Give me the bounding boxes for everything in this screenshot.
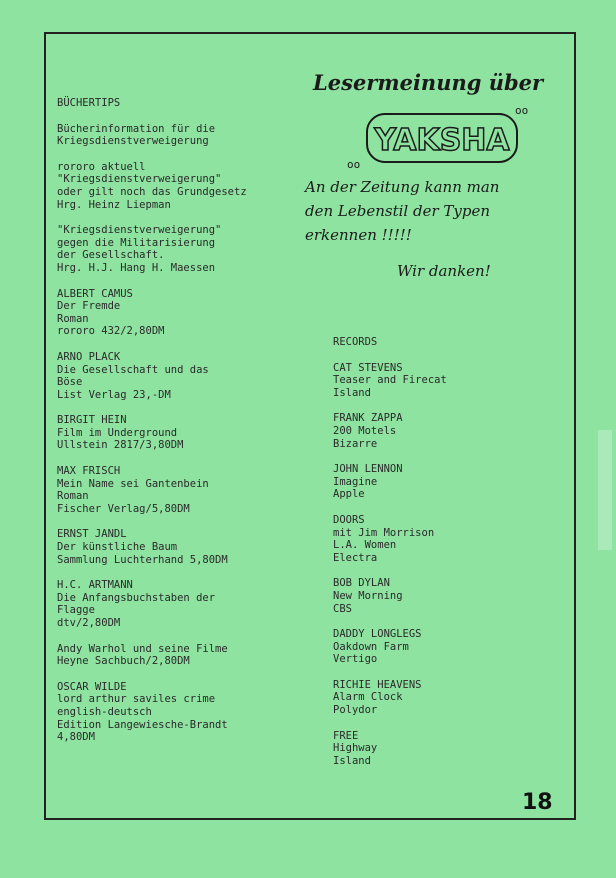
comment-line-3: erkennen !!!!! (305, 226, 412, 244)
svg-text:oo: oo (515, 106, 529, 117)
records-list (333, 362, 533, 768)
book-entry-line: rororo aktuell (57, 160, 146, 173)
paper-edge (598, 430, 612, 550)
record-entry-line: DOORS (333, 513, 365, 526)
book-entry-line: ARNO PLACK (57, 350, 121, 363)
book-entry (57, 528, 317, 566)
book-entry-line: Hrg. H.J. Hang H. Maessen (57, 261, 216, 274)
book-entry-line: Ullstein 2817/3,80DM (57, 439, 184, 452)
books-list (57, 123, 317, 744)
book-entry-line: Der Fremde (57, 300, 121, 313)
book-entry-line: Roman (57, 312, 89, 325)
book-entry-line: Roman (57, 490, 89, 503)
record-entry (333, 362, 533, 400)
book-entry-line: Heyne Sachbuch/2,80DM (57, 655, 190, 668)
book-entry-line: "Kriegsdienstverweigerung" (57, 224, 222, 237)
record-entry (333, 628, 533, 666)
record-entry-line: Island (333, 754, 371, 767)
record-entry-line: FREE (333, 729, 359, 742)
record-entry-line: Electra (333, 551, 378, 564)
book-entry-line: ERNST JANDL (57, 528, 127, 541)
books-column (57, 97, 317, 757)
book-entry-line: rororo 432/2,80DM (57, 325, 165, 338)
book-entry-line: Die Gesellschaft und das (57, 363, 209, 376)
book-entry-line: english-deutsch (57, 705, 152, 718)
record-entry-line: Bizarre (333, 437, 378, 450)
record-entry-line: RICHIE HEAVENS (333, 678, 422, 691)
book-entry (57, 123, 317, 148)
book-entry-line: List Verlag 23,-DM (57, 388, 171, 401)
page-number: 18 (522, 790, 553, 815)
yaksha-logo (345, 106, 535, 172)
record-entry-line: New Morning (333, 589, 403, 602)
record-entry-line: mit Jim Morrison (333, 526, 435, 539)
record-entry-line: Teaser and Firecat (333, 374, 447, 387)
records-column (333, 336, 533, 780)
book-entry-line: Flagge (57, 604, 95, 617)
book-entry-line: Edition Langewiesche-Brandt (57, 718, 228, 731)
book-entry-line: "Kriegsdienstverweigerung" (57, 173, 222, 186)
record-entry (333, 577, 533, 615)
books-heading: BÜCHERTIPS (57, 97, 121, 109)
record-entry-line: L.A. Women (333, 539, 397, 552)
yaksha-logo-text: YAKSHA (374, 123, 510, 158)
record-entry-line: FRANK ZAPPA (333, 412, 403, 425)
book-entry-line: Film im Underground (57, 426, 178, 439)
record-entry (333, 730, 533, 768)
book-entry-line: gegen die Militarisierung (57, 236, 216, 249)
record-entry (333, 679, 533, 717)
book-entry (57, 465, 317, 515)
book-entry-line: Fischer Verlag/5,80DM (57, 502, 190, 515)
book-entry-line: Sammlung Luchterhand 5,80DM (57, 553, 228, 566)
book-entry (57, 161, 317, 211)
comment-line-2: den Lebenstil der Typen (305, 202, 491, 220)
book-entry-line: der Gesellschaft. (57, 249, 165, 262)
book-entry-line: lord arthur saviles crime (57, 693, 216, 706)
record-entry-line: Imagine (333, 475, 378, 488)
book-entry-line: Hrg. Heinz Liepman (57, 198, 171, 211)
book-entry-line: Mein Name sei Gantenbein (57, 477, 209, 490)
book-entry (57, 643, 317, 668)
comment-title: Lesermeinung über (313, 70, 544, 95)
book-entry (57, 414, 317, 452)
book-entry-line: 4,80DM (57, 731, 95, 744)
book-entry-line: Bücherinformation für die (57, 122, 216, 135)
book-entry-line: dtv/2,80DM (57, 617, 121, 629)
book-entry (57, 681, 317, 744)
comment-line-1: An der Zeitung kann man (305, 178, 500, 196)
book-entry-line: Kriegsdienstverweigerung (57, 135, 209, 148)
book-entry-line: H.C. ARTMANN (57, 579, 133, 592)
record-entry-line: Oakdown Farm (333, 640, 409, 653)
record-entry-line: BOB DYLAN (333, 577, 390, 590)
book-entry-line: Böse (57, 376, 83, 389)
record-entry-line: Vertigo (333, 653, 378, 666)
record-entry (333, 412, 533, 450)
record-entry-line: 200 Motels (333, 424, 397, 437)
book-entry-line: Die Anfangsbuchstaben der (57, 591, 216, 604)
book-entry-line: OSCAR WILDE (57, 680, 127, 693)
record-entry-line: CBS (333, 602, 352, 615)
book-entry (57, 224, 317, 274)
book-entry (57, 579, 317, 629)
book-entry-line: Andy Warhol und seine Filme (57, 642, 228, 655)
book-entry-line: Der künstliche Baum (57, 541, 178, 554)
book-entry (57, 288, 317, 338)
book-entry-line: MAX FRISCH (57, 465, 121, 478)
book-entry-line: oder gilt noch das Grundgesetz (57, 185, 247, 198)
comment-signoff: Wir danken! (397, 262, 491, 280)
record-entry-line: CAT STEVENS (333, 361, 403, 374)
book-entry (57, 351, 317, 401)
record-entry-line: JOHN LENNON (333, 463, 403, 476)
record-entry-line: Polydor (333, 704, 378, 717)
book-entry-line: BIRGIT HEIN (57, 414, 127, 427)
record-entry-line: DADDY LONGLEGS (333, 628, 422, 641)
record-entry-line: Alarm Clock (333, 691, 403, 704)
record-entry-line: Apple (333, 488, 365, 501)
reader-comment (305, 70, 570, 300)
record-entry-line: Highway (333, 742, 378, 755)
records-heading: RECORDS (333, 336, 378, 348)
svg-text:oo: oo (347, 158, 361, 171)
record-entry (333, 514, 533, 564)
record-entry-line: Island (333, 386, 371, 399)
book-entry-line: ALBERT CAMUS (57, 287, 133, 300)
record-entry (333, 463, 533, 501)
